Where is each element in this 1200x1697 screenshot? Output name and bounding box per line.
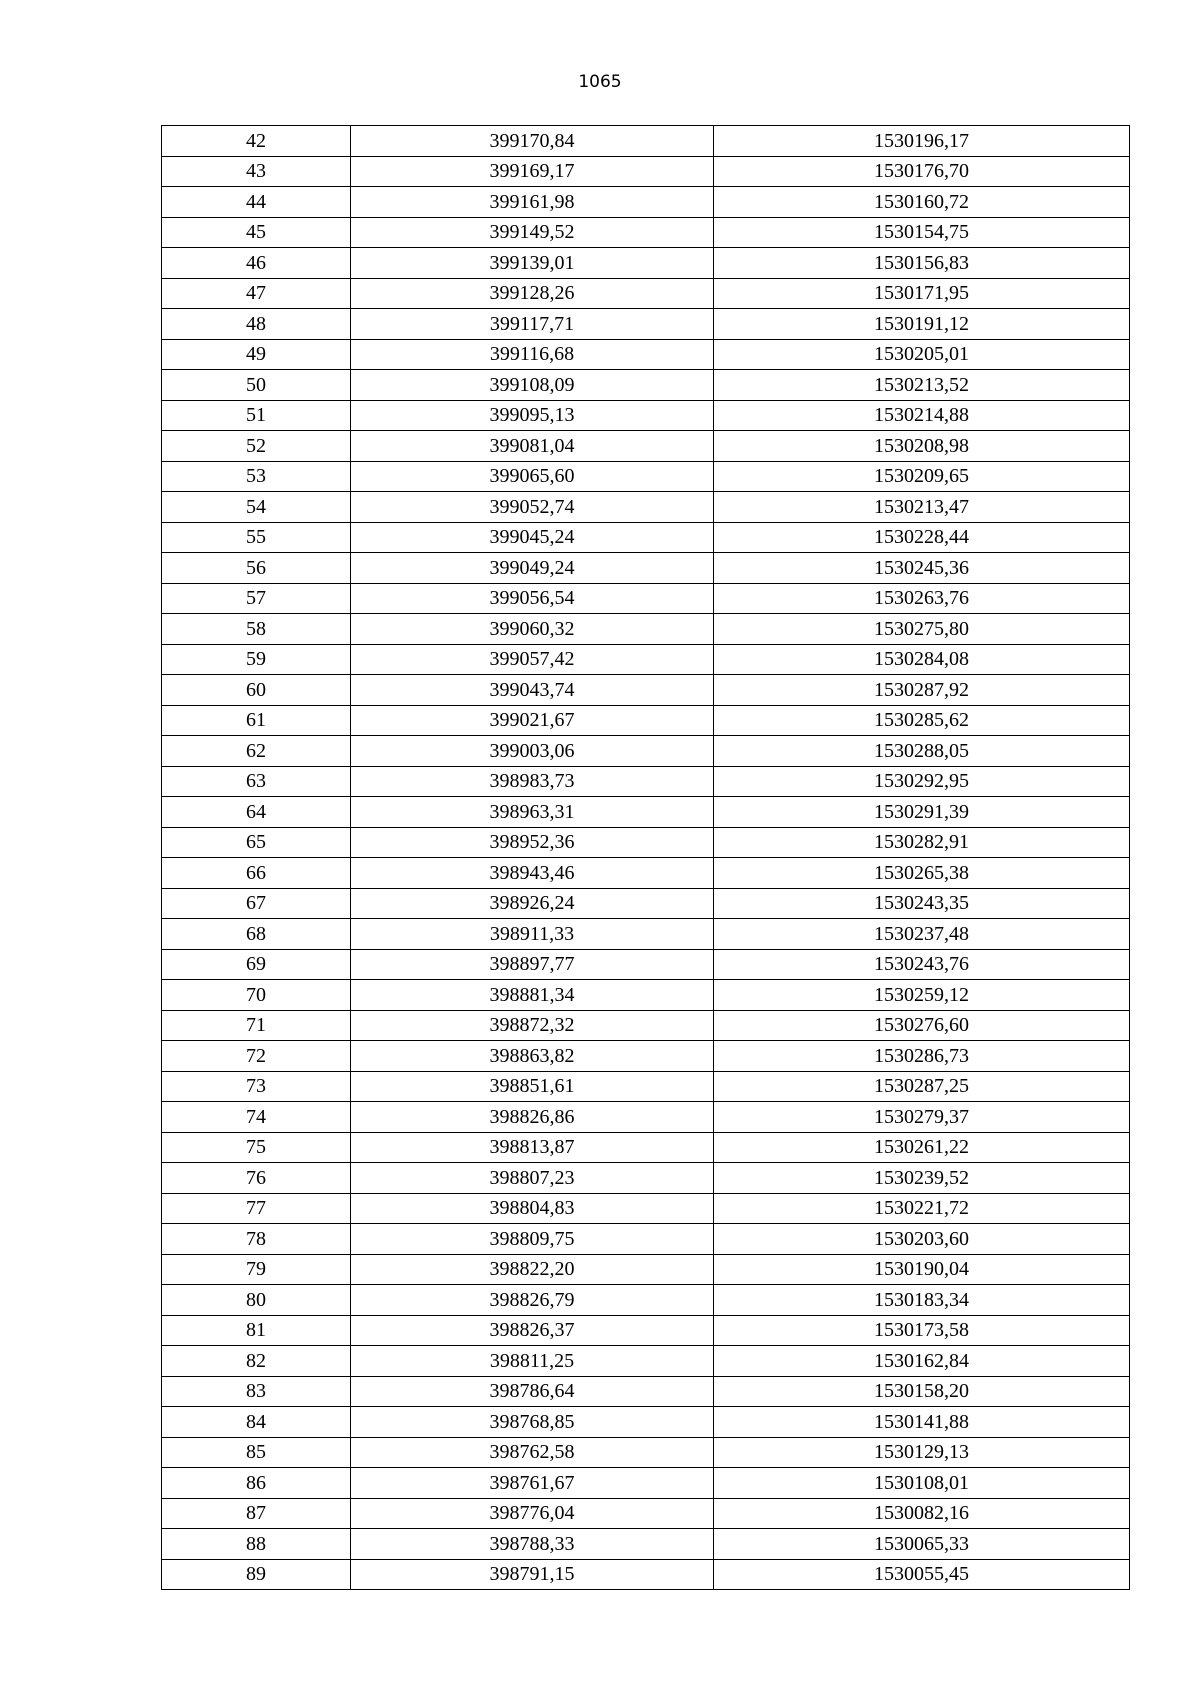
x-coordinate-cell: 399169,17	[351, 156, 714, 187]
table-row	[162, 156, 1130, 187]
point-number-cell: 43	[162, 156, 351, 187]
point-number-cell: 53	[162, 461, 351, 492]
point-number-cell: 75	[162, 1132, 351, 1163]
point-number-cell: 86	[162, 1468, 351, 1499]
x-coordinate-cell: 398786,64	[351, 1376, 714, 1407]
table-row	[162, 1163, 1130, 1194]
table-row	[162, 980, 1130, 1011]
y-coordinate-cell: 1530263,76	[714, 583, 1130, 614]
point-number-cell: 49	[162, 339, 351, 370]
y-coordinate-cell: 1530213,52	[714, 370, 1130, 401]
point-number-cell: 71	[162, 1010, 351, 1041]
x-coordinate-cell: 399081,04	[351, 431, 714, 462]
y-coordinate-cell: 1530176,70	[714, 156, 1130, 187]
table-row	[162, 1041, 1130, 1072]
y-coordinate-cell: 1530108,01	[714, 1468, 1130, 1499]
point-number-cell: 52	[162, 431, 351, 462]
y-coordinate-cell: 1530158,20	[714, 1376, 1130, 1407]
point-number-cell: 80	[162, 1285, 351, 1316]
y-coordinate-cell: 1530082,16	[714, 1498, 1130, 1529]
table-row	[162, 522, 1130, 553]
y-coordinate-cell: 1530208,98	[714, 431, 1130, 462]
y-coordinate-cell: 1530196,17	[714, 126, 1130, 157]
y-coordinate-cell: 1530287,92	[714, 675, 1130, 706]
x-coordinate-cell: 398851,61	[351, 1071, 714, 1102]
table-row	[162, 583, 1130, 614]
point-number-cell: 81	[162, 1315, 351, 1346]
y-coordinate-cell: 1530209,65	[714, 461, 1130, 492]
y-coordinate-cell: 1530160,72	[714, 187, 1130, 218]
y-coordinate-cell: 1530284,08	[714, 644, 1130, 675]
y-coordinate-cell: 1530282,91	[714, 827, 1130, 858]
y-coordinate-cell: 1530141,88	[714, 1407, 1130, 1438]
table-row	[162, 1010, 1130, 1041]
table-row	[162, 1407, 1130, 1438]
x-coordinate-cell: 398768,85	[351, 1407, 714, 1438]
point-number-cell: 54	[162, 492, 351, 523]
table-row	[162, 553, 1130, 584]
point-number-cell: 64	[162, 797, 351, 828]
table-row	[162, 1254, 1130, 1285]
x-coordinate-cell: 398761,67	[351, 1468, 714, 1499]
x-coordinate-cell: 399108,09	[351, 370, 714, 401]
table-row	[162, 797, 1130, 828]
table-row	[162, 400, 1130, 431]
point-number-cell: 84	[162, 1407, 351, 1438]
point-number-cell: 60	[162, 675, 351, 706]
point-number-cell: 55	[162, 522, 351, 553]
table-row	[162, 766, 1130, 797]
x-coordinate-cell: 398811,25	[351, 1346, 714, 1377]
x-coordinate-cell: 398872,32	[351, 1010, 714, 1041]
y-coordinate-cell: 1530129,13	[714, 1437, 1130, 1468]
y-coordinate-cell: 1530261,22	[714, 1132, 1130, 1163]
x-coordinate-cell: 398826,86	[351, 1102, 714, 1133]
table-row	[162, 919, 1130, 950]
y-coordinate-cell: 1530243,35	[714, 888, 1130, 919]
y-coordinate-cell: 1530239,52	[714, 1163, 1130, 1194]
point-number-cell: 59	[162, 644, 351, 675]
y-coordinate-cell: 1530173,58	[714, 1315, 1130, 1346]
y-coordinate-cell: 1530183,34	[714, 1285, 1130, 1316]
table-row	[162, 370, 1130, 401]
point-number-cell: 83	[162, 1376, 351, 1407]
x-coordinate-cell: 398963,31	[351, 797, 714, 828]
point-number-cell: 78	[162, 1224, 351, 1255]
y-coordinate-cell: 1530259,12	[714, 980, 1130, 1011]
point-number-cell: 66	[162, 858, 351, 889]
table-row	[162, 644, 1130, 675]
point-number-cell: 68	[162, 919, 351, 950]
point-number-cell: 87	[162, 1498, 351, 1529]
table-row	[162, 1437, 1130, 1468]
y-coordinate-cell: 1530285,62	[714, 705, 1130, 736]
table-row	[162, 248, 1130, 279]
point-number-cell: 62	[162, 736, 351, 767]
y-coordinate-cell: 1530191,12	[714, 309, 1130, 340]
coordinates-table	[161, 125, 1130, 1590]
x-coordinate-cell: 398788,33	[351, 1529, 714, 1560]
table-row	[162, 1071, 1130, 1102]
x-coordinate-cell: 399117,71	[351, 309, 714, 340]
point-number-cell: 58	[162, 614, 351, 645]
point-number-cell: 56	[162, 553, 351, 584]
y-coordinate-cell: 1530245,36	[714, 553, 1130, 584]
table-row	[162, 736, 1130, 767]
x-coordinate-cell: 399056,54	[351, 583, 714, 614]
point-number-cell: 65	[162, 827, 351, 858]
point-number-cell: 88	[162, 1529, 351, 1560]
table-row	[162, 949, 1130, 980]
x-coordinate-cell: 399049,24	[351, 553, 714, 584]
point-number-cell: 89	[162, 1559, 351, 1590]
x-coordinate-cell: 399057,42	[351, 644, 714, 675]
coordinates-table-body	[162, 126, 1130, 1590]
y-coordinate-cell: 1530291,39	[714, 797, 1130, 828]
x-coordinate-cell: 399161,98	[351, 187, 714, 218]
x-coordinate-cell: 399128,26	[351, 278, 714, 309]
point-number-cell: 74	[162, 1102, 351, 1133]
table-row	[162, 1132, 1130, 1163]
point-number-cell: 63	[162, 766, 351, 797]
x-coordinate-cell: 398791,15	[351, 1559, 714, 1590]
y-coordinate-cell: 1530213,47	[714, 492, 1130, 523]
point-number-cell: 69	[162, 949, 351, 980]
x-coordinate-cell: 398762,58	[351, 1437, 714, 1468]
point-number-cell: 79	[162, 1254, 351, 1285]
point-number-cell: 77	[162, 1193, 351, 1224]
x-coordinate-cell: 398983,73	[351, 766, 714, 797]
point-number-cell: 73	[162, 1071, 351, 1102]
table-row	[162, 217, 1130, 248]
x-coordinate-cell: 399065,60	[351, 461, 714, 492]
table-row	[162, 1529, 1130, 1560]
y-coordinate-cell: 1530221,72	[714, 1193, 1130, 1224]
point-number-cell: 61	[162, 705, 351, 736]
x-coordinate-cell: 398897,77	[351, 949, 714, 980]
x-coordinate-cell: 399052,74	[351, 492, 714, 523]
x-coordinate-cell: 398804,83	[351, 1193, 714, 1224]
y-coordinate-cell: 1530171,95	[714, 278, 1130, 309]
y-coordinate-cell: 1530288,05	[714, 736, 1130, 767]
y-coordinate-cell: 1530292,95	[714, 766, 1130, 797]
table-row	[162, 1498, 1130, 1529]
x-coordinate-cell: 399095,13	[351, 400, 714, 431]
x-coordinate-cell: 398776,04	[351, 1498, 714, 1529]
x-coordinate-cell: 399045,24	[351, 522, 714, 553]
table-row	[162, 1102, 1130, 1133]
point-number-cell: 67	[162, 888, 351, 919]
table-row	[162, 309, 1130, 340]
x-coordinate-cell: 399043,74	[351, 675, 714, 706]
y-coordinate-cell: 1530237,48	[714, 919, 1130, 950]
y-coordinate-cell: 1530275,80	[714, 614, 1130, 645]
point-number-cell: 45	[162, 217, 351, 248]
y-coordinate-cell: 1530154,75	[714, 217, 1130, 248]
point-number-cell: 50	[162, 370, 351, 401]
point-number-cell: 70	[162, 980, 351, 1011]
table-row	[162, 1224, 1130, 1255]
y-coordinate-cell: 1530276,60	[714, 1010, 1130, 1041]
x-coordinate-cell: 398952,36	[351, 827, 714, 858]
point-number-cell: 82	[162, 1346, 351, 1377]
x-coordinate-cell: 399170,84	[351, 126, 714, 157]
y-coordinate-cell: 1530214,88	[714, 400, 1130, 431]
table-row	[162, 1315, 1130, 1346]
x-coordinate-cell: 398926,24	[351, 888, 714, 919]
y-coordinate-cell: 1530205,01	[714, 339, 1130, 370]
x-coordinate-cell: 399149,52	[351, 217, 714, 248]
y-coordinate-cell: 1530203,60	[714, 1224, 1130, 1255]
x-coordinate-cell: 399139,01	[351, 248, 714, 279]
point-number-cell: 51	[162, 400, 351, 431]
point-number-cell: 57	[162, 583, 351, 614]
table-row	[162, 1376, 1130, 1407]
x-coordinate-cell: 398911,33	[351, 919, 714, 950]
table-row	[162, 1193, 1130, 1224]
x-coordinate-cell: 398826,79	[351, 1285, 714, 1316]
y-coordinate-cell: 1530055,45	[714, 1559, 1130, 1590]
x-coordinate-cell: 398822,20	[351, 1254, 714, 1285]
y-coordinate-cell: 1530162,84	[714, 1346, 1130, 1377]
x-coordinate-cell: 398943,46	[351, 858, 714, 889]
table-row	[162, 888, 1130, 919]
y-coordinate-cell: 1530228,44	[714, 522, 1130, 553]
table-row	[162, 339, 1130, 370]
point-number-cell: 76	[162, 1163, 351, 1194]
x-coordinate-cell: 398809,75	[351, 1224, 714, 1255]
table-row	[162, 705, 1130, 736]
y-coordinate-cell: 1530265,38	[714, 858, 1130, 889]
y-coordinate-cell: 1530190,04	[714, 1254, 1130, 1285]
y-coordinate-cell: 1530286,73	[714, 1041, 1130, 1072]
x-coordinate-cell: 398881,34	[351, 980, 714, 1011]
table-row	[162, 278, 1130, 309]
point-number-cell: 85	[162, 1437, 351, 1468]
table-row	[162, 461, 1130, 492]
table-row	[162, 675, 1130, 706]
table-row	[162, 1346, 1130, 1377]
table-row	[162, 858, 1130, 889]
x-coordinate-cell: 398813,87	[351, 1132, 714, 1163]
table-row	[162, 1285, 1130, 1316]
table-row	[162, 1559, 1130, 1590]
table-row	[162, 431, 1130, 462]
point-number-cell: 72	[162, 1041, 351, 1072]
y-coordinate-cell: 1530156,83	[714, 248, 1130, 279]
x-coordinate-cell: 399116,68	[351, 339, 714, 370]
y-coordinate-cell: 1530243,76	[714, 949, 1130, 980]
point-number-cell: 47	[162, 278, 351, 309]
point-number-cell: 42	[162, 126, 351, 157]
x-coordinate-cell: 398863,82	[351, 1041, 714, 1072]
y-coordinate-cell: 1530287,25	[714, 1071, 1130, 1102]
page-number: 1065	[578, 72, 622, 92]
table-row	[162, 126, 1130, 157]
point-number-cell: 46	[162, 248, 351, 279]
table-row	[162, 492, 1130, 523]
point-number-cell: 44	[162, 187, 351, 218]
table-row	[162, 614, 1130, 645]
x-coordinate-cell: 399021,67	[351, 705, 714, 736]
x-coordinate-cell: 398826,37	[351, 1315, 714, 1346]
table-row	[162, 827, 1130, 858]
point-number-cell: 48	[162, 309, 351, 340]
table-row	[162, 1468, 1130, 1499]
table-row	[162, 187, 1130, 218]
y-coordinate-cell: 1530279,37	[714, 1102, 1130, 1133]
x-coordinate-cell: 398807,23	[351, 1163, 714, 1194]
x-coordinate-cell: 399060,32	[351, 614, 714, 645]
x-coordinate-cell: 399003,06	[351, 736, 714, 767]
y-coordinate-cell: 1530065,33	[714, 1529, 1130, 1560]
